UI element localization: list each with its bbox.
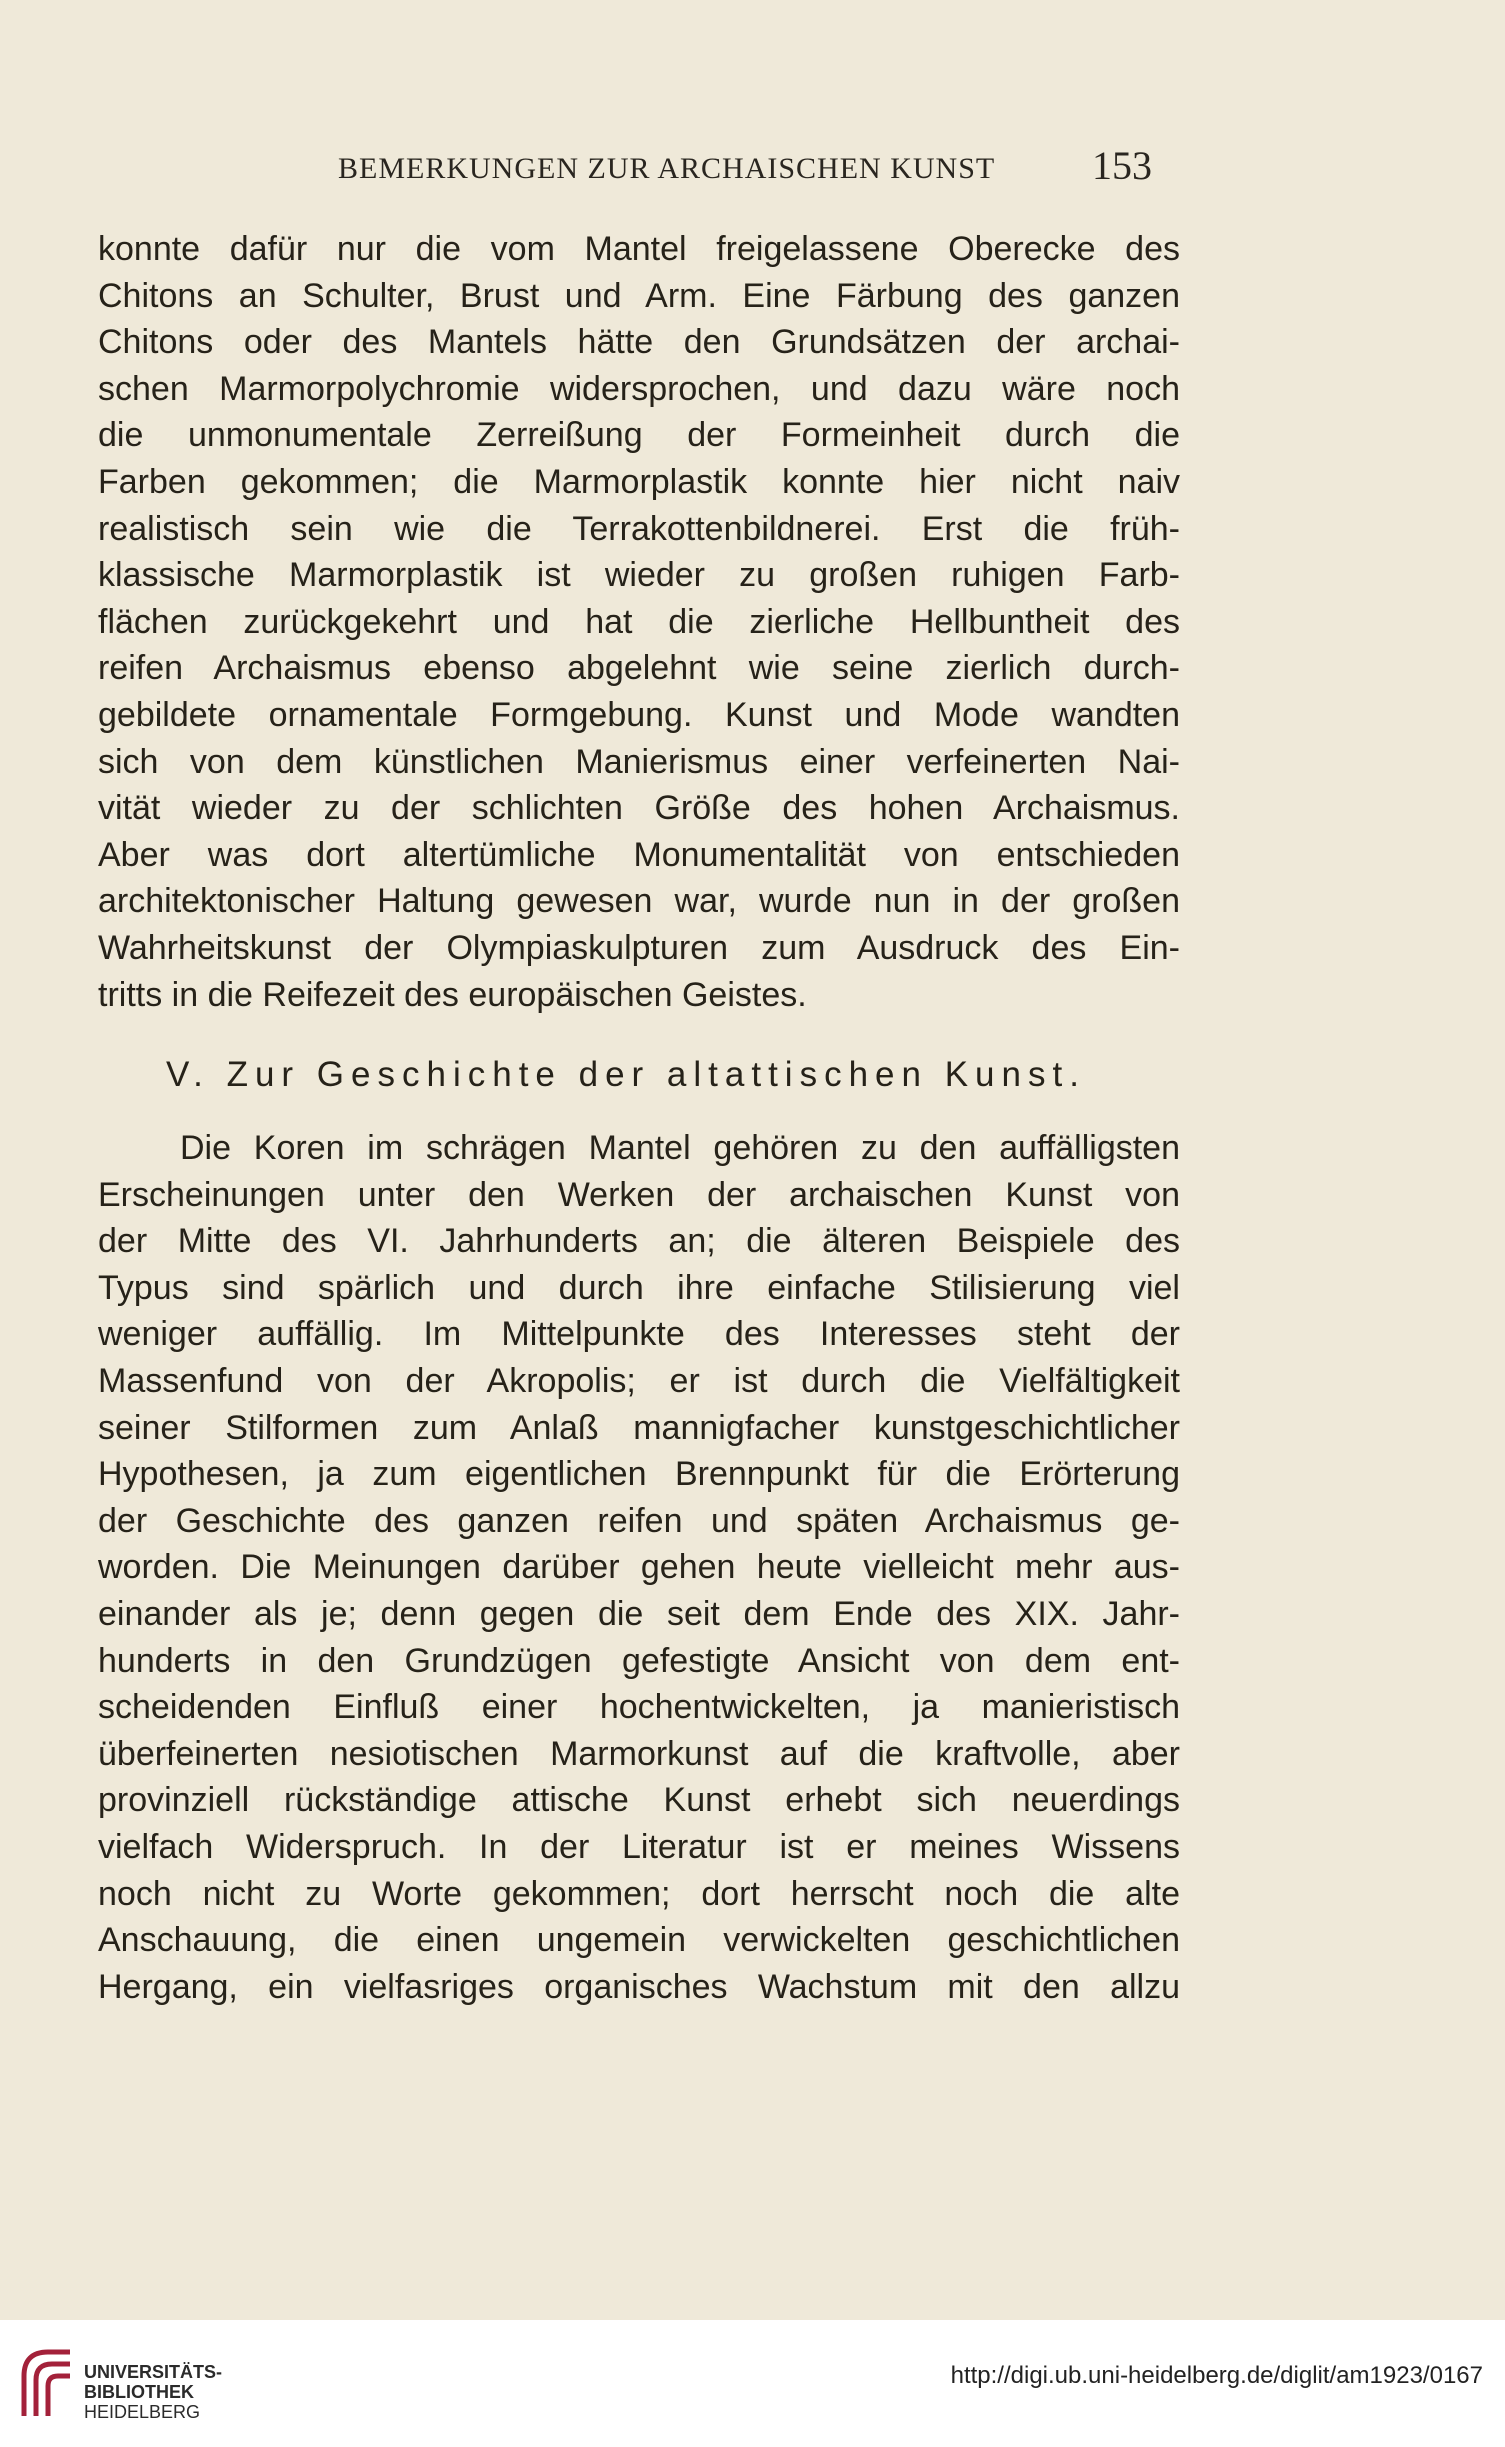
text-line: provinziell rückständige attische Kunst erhebt sich neuerdings bbox=[98, 1781, 1180, 1820]
footer-bar bbox=[0, 2320, 1505, 2447]
text-line: worden. Die Meinungen darüber gehen heute vielleicht mehr aus- bbox=[98, 1548, 1180, 1587]
text-line: klassische Marmorplastik ist wieder zu großen ruhigen Farb- bbox=[98, 556, 1180, 595]
text-line: Chitons an Schulter, Brust und Arm. Eine Färbung des ganzen bbox=[98, 276, 1180, 315]
text-line: hunderts in den Grundzügen gefestigte Ansicht von dem ent- bbox=[98, 1641, 1180, 1680]
text-line: der Mitte des VI. Jahrhunderts an; die älteren Beispiele des bbox=[98, 1222, 1180, 1261]
text-line: sich von dem künstlichen Manierismus einer verfeinerten Nai- bbox=[98, 742, 1180, 781]
text-line: flächen zurückgekehrt und hat die zierliche Hellbuntheit des bbox=[98, 602, 1180, 641]
text-line: Erscheinungen unter den Werken der archaischen Kunst von bbox=[98, 1175, 1180, 1214]
text-line: die unmonumentale Zerreißung der Formeinheit durch die bbox=[98, 416, 1180, 455]
text-line: vielfach Widerspruch. In der Literatur ist er meines Wissens bbox=[98, 1827, 1180, 1866]
text-line: Aber was dort altertümliche Monumentalität von entschieden bbox=[98, 835, 1180, 874]
text-line: Massenfund von der Akropolis; er ist durch die Vielfältigkeit bbox=[98, 1361, 1180, 1400]
paragraph-2 bbox=[98, 1125, 1180, 2010]
text-line: Hergang, ein vielfasriges organisches Wachstum mit den allzu bbox=[98, 1967, 1180, 2006]
text-line: scheidenden Einfluß einer hochentwickelten, ja manieristisch bbox=[98, 1688, 1180, 1727]
page-number: 153 bbox=[1092, 143, 1152, 188]
text-line: überfeinerten nesiotischen Marmorkunst auf die kraftvolle, aber bbox=[98, 1734, 1180, 1773]
ub-heidelberg-logo-icon bbox=[18, 2346, 76, 2425]
library-line-3: HEIDELBERG bbox=[84, 2402, 201, 2422]
source-url-link[interactable]: http://digi.ub.uni-heidelberg.de/diglit/am1923/0167 bbox=[950, 2362, 1483, 2389]
section-heading: V. Zur Geschichte der altattischen Kunst. bbox=[166, 1055, 1086, 1094]
text-line: noch nicht zu Worte gekommen; dort herrscht noch die alte bbox=[98, 1874, 1180, 1913]
library-line-2: BIBLIOTHEK bbox=[84, 2382, 194, 2402]
text-line: vität wieder zu der schlichten Größe des hohen Archaismus. bbox=[98, 789, 1180, 828]
text-line: weniger auffällig. Im Mittelpunkte des Interesses steht der bbox=[98, 1315, 1180, 1354]
text-line: Die Koren im schrägen Mantel gehören zu den auffälligsten bbox=[180, 1129, 1180, 1167]
text-line: tritts in die Reifezeit des europäischen Geistes. bbox=[98, 975, 807, 1014]
library-name bbox=[84, 2362, 222, 2422]
text-line: Hypothesen, ja zum eigentlichen Brennpunkt für die Erörterung bbox=[98, 1455, 1180, 1494]
text-line: Farben gekommen; die Marmorplastik konnte hier nicht naiv bbox=[98, 462, 1180, 501]
text-line: architektonischer Haltung gewesen war, wurde nun in der großen bbox=[98, 882, 1180, 921]
text-line: Anschauung, die einen ungemein verwickelten geschichtlichen bbox=[98, 1921, 1180, 1960]
text-line: einander als je; denn gegen die seit dem Ende des XIX. Jahr- bbox=[98, 1594, 1180, 1633]
text-line: konnte dafür nur die vom Mantel freigelassene Oberecke des bbox=[98, 230, 1180, 268]
text-line: realistisch sein wie die Terrakottenbildnerei. Erst die früh- bbox=[98, 509, 1180, 548]
text-line: seiner Stilformen zum Anlaß mannigfacher kunstgeschichtlicher bbox=[98, 1408, 1180, 1447]
running-head: BEMERKUNGEN ZUR ARCHAISCHEN KUNST bbox=[338, 152, 996, 185]
text-line: gebildete ornamentale Formgebung. Kunst und Mode wandten bbox=[98, 695, 1180, 734]
library-line-1: UNIVERSITÄTS- bbox=[84, 2362, 223, 2382]
text-line: Chitons oder des Mantels hätte den Grundsätzen der archai- bbox=[98, 323, 1180, 362]
text-line: Typus sind spärlich und durch ihre einfache Stilisierung viel bbox=[98, 1268, 1180, 1307]
text-line: reifen Archaismus ebenso abgelehnt wie seine zierlich durch- bbox=[98, 649, 1180, 688]
text-line: Wahrheitskunst der Olympiaskulpturen zum Ausdruck des Ein- bbox=[98, 928, 1180, 967]
paragraph-1 bbox=[98, 226, 1180, 1018]
text-line: schen Marmorpolychromie widersprochen, und dazu wäre noch bbox=[98, 369, 1180, 408]
text-line: der Geschichte des ganzen reifen und späten Archaismus ge- bbox=[98, 1501, 1180, 1540]
